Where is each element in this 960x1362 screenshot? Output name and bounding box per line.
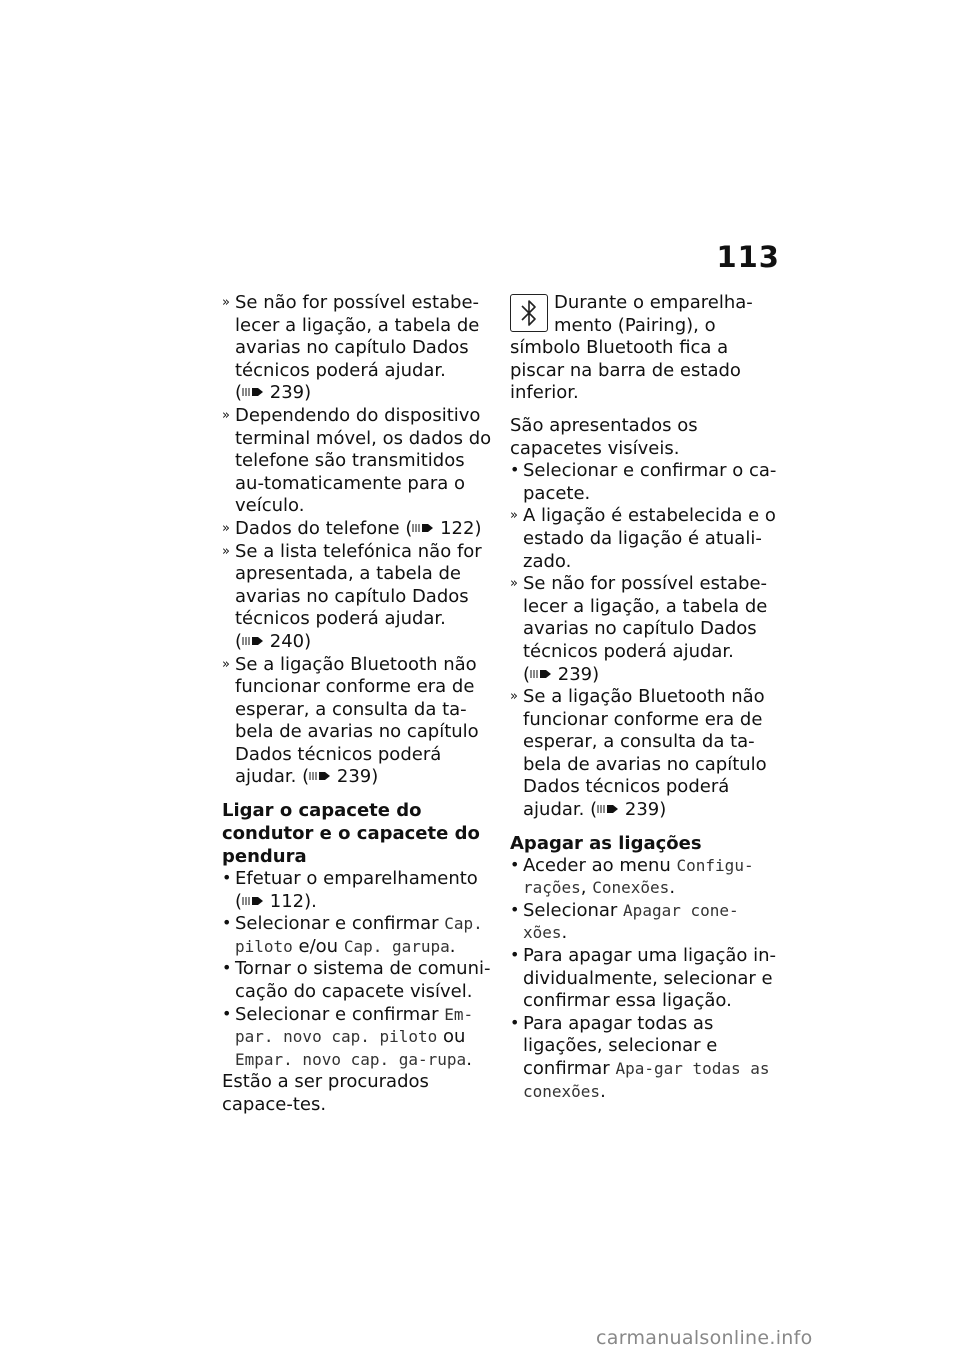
- menu-option: Conexões: [592, 878, 670, 898]
- item-text: Dados do telefone (: [235, 517, 413, 539]
- item-marker: »: [222, 543, 230, 559]
- list-item: [510, 460, 782, 505]
- menu-option: Cap. garupa: [343, 936, 450, 956]
- page-reference-number: 122): [440, 517, 482, 539]
- reference-arrow-icon: [309, 770, 331, 782]
- reference-arrow-icon: [242, 635, 264, 647]
- left-column: [222, 292, 492, 1117]
- item-text: .: [449, 935, 456, 957]
- item-text: Selecionar e confirmar: [235, 1003, 445, 1025]
- list-item: [510, 505, 782, 573]
- menu-option: Empar. novo cap. ga-rupa: [235, 1049, 467, 1069]
- page-reference[interactable]: ( 239): [590, 799, 667, 821]
- item-text: Selecionar e confirmar o ca-pacete.: [523, 460, 777, 504]
- watermark[interactable]: carmanualsonline.info: [596, 1327, 813, 1349]
- item-text: Dependendo do dispositivo terminal móvel, os dados do telefone são transmitidos au-tomaticamente para o veículo.: [235, 404, 492, 517]
- item-text: ou: [437, 1026, 466, 1048]
- item-text: Se não for possível estabe-lecer a ligação, a tabela de avarias no capítulo Dados técnicos poderá ajudar.: [523, 573, 768, 662]
- page-reference[interactable]: ( 240): [235, 630, 312, 652]
- list-item: [222, 654, 492, 790]
- item-marker: »: [222, 407, 230, 423]
- list-item: [510, 900, 782, 945]
- bluetooth-icon: [510, 294, 548, 332]
- menu-option: Apagar cone-xões: [523, 900, 739, 943]
- list-item: [510, 945, 782, 1013]
- item-marker: »: [222, 520, 230, 536]
- item-text: Se a lista telefónica não for apresentada, a tabela de avarias no capítulo Dados técnicos poderá ajudar.: [235, 540, 482, 630]
- page-reference-number: 239): [557, 663, 600, 685]
- item-marker: »: [510, 689, 518, 705]
- item-marker: »: [510, 508, 518, 524]
- bullet-marker: •: [510, 1012, 520, 1032]
- page-reference-number: 239): [624, 799, 667, 821]
- item-text: Se a ligação Bluetooth não funcionar conforme era de esperar, a consulta da ta-bela de avarias no capítulo Dados técnicos poderá ajudar.: [523, 686, 767, 821]
- bullet-marker: •: [510, 854, 520, 874]
- list-item: [510, 1013, 782, 1103]
- page-reference-number: 239): [336, 766, 379, 788]
- menu-option: Configu-rações: [523, 855, 754, 898]
- menu-option: Cap. piloto: [235, 914, 483, 956]
- page-number: 113: [716, 240, 780, 274]
- bullet-marker: •: [510, 899, 520, 919]
- item-marker: »: [222, 656, 230, 672]
- closing-paragraph: Estão a ser procurados capace-tes.: [222, 1071, 429, 1115]
- paragraph-text: Durante o emparelha-mento (Pairing), o símbolo Bluetooth fica a piscar na barra de estado inferior.: [510, 292, 753, 404]
- item-text: Selecionar: [523, 899, 624, 921]
- bullet-marker: •: [222, 868, 232, 888]
- bluetooth-paragraph: [510, 292, 782, 405]
- item-text: .: [561, 922, 568, 944]
- page-reference-number: 112).: [269, 890, 317, 912]
- bullet-marker: •: [510, 460, 520, 480]
- page-reference-number: 240): [269, 630, 312, 652]
- item-text: A ligação é estabelecida e o estado da ligação é atuali-zado.: [523, 505, 776, 572]
- page-reference-number: 239): [269, 382, 312, 404]
- right-column: [510, 292, 782, 1103]
- bullet-marker: •: [222, 958, 232, 978]
- item-text: Aceder ao menu: [523, 854, 677, 876]
- item-text: Para apagar todas as ligações, selecionar e confirmar: [523, 1012, 718, 1079]
- list-item: [510, 855, 782, 900]
- reference-arrow-icon: [597, 803, 619, 815]
- page-reference[interactable]: ( 112).: [235, 890, 317, 912]
- page-reference[interactable]: ( 239): [302, 766, 379, 788]
- item-marker: »: [222, 295, 230, 310]
- item-text: Selecionar e confirmar: [235, 913, 445, 935]
- item-text: Para apagar uma ligação in-dividualmente, selecionar e confirmar essa ligação.: [523, 945, 777, 1012]
- item-text: .: [669, 877, 676, 899]
- list-item: [222, 958, 492, 1003]
- bullet-marker: •: [222, 913, 232, 933]
- list-item: [510, 686, 782, 822]
- item-text: Se a ligação Bluetooth não funcionar conforme era de esperar, a consulta da ta-bela de avarias no capítulo Dados técnicos poderá ajudar.: [235, 653, 479, 788]
- page-reference[interactable]: [412, 518, 481, 541]
- reference-arrow-icon: [412, 522, 434, 534]
- bullet-marker: •: [222, 1003, 232, 1023]
- list-item: [510, 573, 782, 686]
- menu-option: Apa-gar todas as conexões: [523, 1059, 770, 1101]
- bluetooth-icon-box: [510, 294, 548, 332]
- item-marker: »: [510, 576, 518, 592]
- section-heading: Apagar as ligações: [510, 832, 702, 854]
- item-text: Se não for possível estabe-lecer a ligação, a tabela de avarias no capítulo Dados técnicos poderá ajudar.: [235, 292, 480, 381]
- page-reference[interactable]: ( 239): [523, 663, 600, 685]
- reference-arrow-icon: [242, 386, 264, 398]
- item-text: ,: [580, 877, 593, 899]
- list-item: [222, 913, 492, 958]
- list-item: [222, 541, 492, 654]
- bullet-marker: •: [510, 945, 520, 965]
- item-text: .: [466, 1048, 472, 1070]
- reference-arrow-icon: [530, 668, 552, 680]
- paragraph: São apresentados os capacetes visíveis.: [510, 414, 698, 459]
- reference-arrow-icon: [242, 895, 264, 907]
- list-item: [222, 405, 492, 518]
- list-item: [222, 292, 492, 405]
- list-item: [222, 868, 492, 913]
- item-text: .: [600, 1080, 606, 1102]
- page-reference[interactable]: ( 239): [235, 382, 312, 404]
- list-item: [222, 518, 492, 541]
- item-text: e/ou: [292, 935, 344, 957]
- section-heading: Ligar o capacete do condutor e o capacete do pendura: [222, 800, 480, 868]
- list-item: [222, 1004, 492, 1072]
- item-text: Tornar o sistema de comuni-cação do capacete visível.: [235, 958, 491, 1003]
- menu-option: Em-par. novo cap. piloto: [235, 1004, 474, 1047]
- item-text: Efetuar o emparelhamento: [235, 868, 478, 890]
